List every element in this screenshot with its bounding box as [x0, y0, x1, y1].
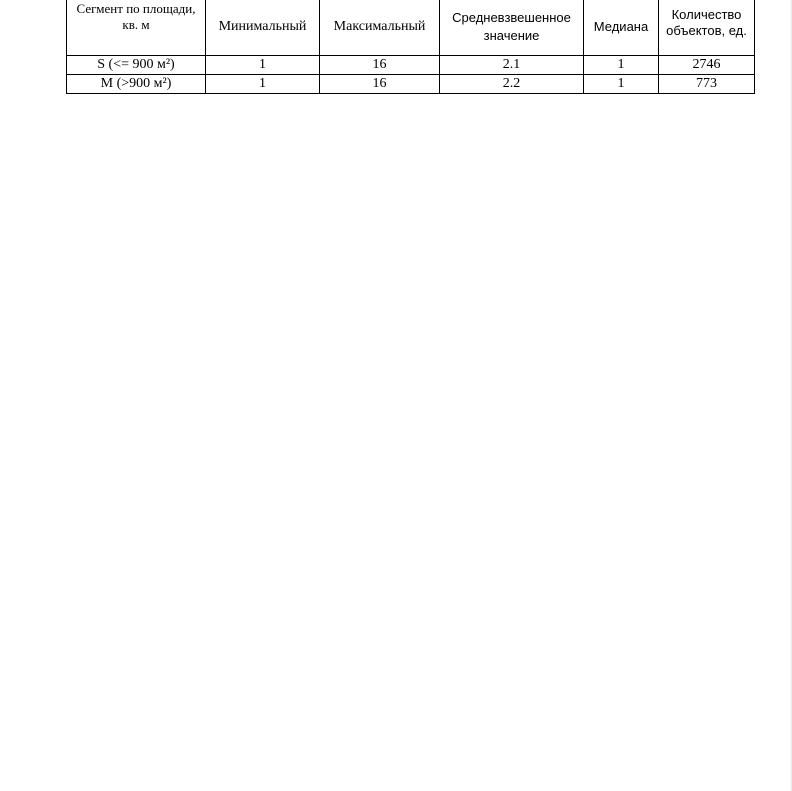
cell-weighted-average: 2.1: [440, 56, 584, 75]
header-object-count-label: Количество объектов, ед.: [666, 7, 747, 38]
table-header-row: [67, 0, 755, 56]
cell-median: 1: [584, 56, 659, 75]
cell-minimum: 1: [206, 75, 320, 94]
header-median: Медиана: [584, 0, 659, 56]
cell-maximum: 16: [320, 75, 440, 94]
header-weighted-average: Средневзвешенное значение: [440, 0, 584, 56]
cell-object-count: 2746: [659, 56, 755, 75]
statistics-table: [66, 0, 755, 94]
cell-maximum: 16: [320, 56, 440, 75]
header-maximum: Максимальный: [320, 0, 440, 56]
cell-minimum: 1: [206, 56, 320, 75]
cell-weighted-average: 2.2: [440, 75, 584, 94]
header-minimum: Минимальный: [206, 0, 320, 56]
table-row: [67, 75, 755, 94]
header-object-count: [659, 0, 755, 56]
cell-segment: M (>900 м²): [67, 75, 206, 94]
header-segment: Сегмент по площади, кв. м: [67, 0, 206, 56]
table-row: [67, 56, 755, 75]
cell-median: 1: [584, 75, 659, 94]
cell-object-count: 773: [659, 75, 755, 94]
cell-segment: S (<= 900 м²): [67, 56, 206, 75]
